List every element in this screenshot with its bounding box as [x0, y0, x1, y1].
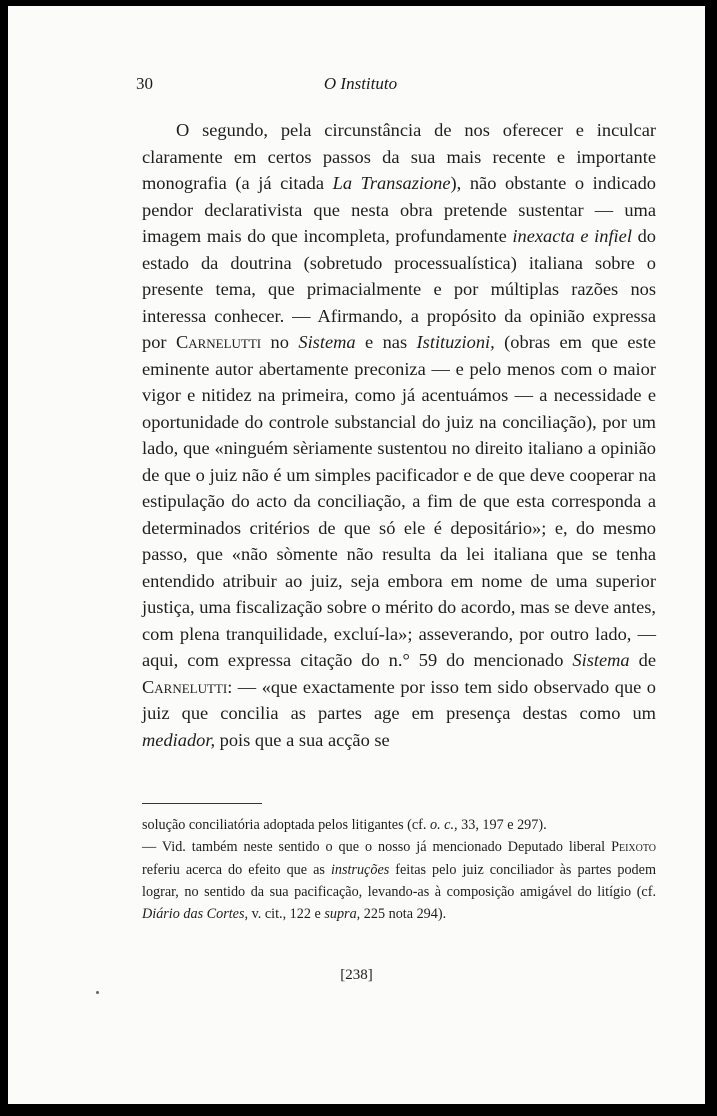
running-title: O Instituto — [323, 74, 398, 93]
text-run: : — «que exactamente por isso tem sido observado que o juiz que concilia as partes age em presença destas como um — [142, 676, 656, 723]
emphasis-inexacta: inexacta e infiel — [512, 226, 632, 246]
footnotes — [142, 814, 656, 925]
emphasis-mediador: mediador, — [142, 729, 216, 750]
page-header — [136, 74, 645, 98]
text-run: v. cit., 122 e — [248, 906, 325, 923]
text-run: e nas — [355, 332, 417, 352]
footnote-text — [142, 814, 656, 925]
citation-oc: o. c. — [429, 817, 455, 833]
citation-supra: supra, — [324, 906, 361, 923]
text-run: solução conciliatória adoptada pelos litigantes (cf. — [142, 817, 430, 833]
text-run: feitas pelo juiz conciliador às partes podem lograr, no sentido da sua pacificação, levando-as à composição amigável do litígio (cf. — [142, 861, 656, 900]
text-run: (obras em que este eminente autor abertamente preconiza — e pelo menos com o maior vigor e nitidez na primeira, como já acentuámos — a necessidade e oportunidade do controle substancial do juiz na conciliação), por um lado, que «ninguém sèriamente sustentou no direito italiano a opinião de que o juiz não é um simples pacificador e de que deve cooperar na estipulação do acto da conciliação, a fim de que esta corresponda a determinados critérios de que só ele é depositário»; e, do mesmo passo, que «não sòmente não resulta da lei italiana que se tenha entendido atribuir ao juiz, seja embora em nome de uma superior justiça, uma fiscalização sobre o mérito do acordo, mas se deve antes, com plena tranquilidade, excluí-la»; asseverando, por outro lado, — aqui, com expressa citação do n.° 59 do mencionado — [142, 332, 656, 670]
work-title-sistema: Sistema — [298, 332, 356, 352]
body-text — [142, 117, 656, 753]
scan-speck — [96, 991, 99, 994]
body-paragraph — [142, 117, 656, 753]
text-run: de — [629, 650, 656, 670]
text-run: pois que a sua acção se — [215, 729, 390, 750]
author-peixoto: Peixoto — [611, 839, 656, 856]
work-title-diario: Diário das Cortes, — [142, 906, 249, 923]
book-page — [8, 6, 705, 1104]
author-carnelutti: Carnelutti — [142, 676, 228, 697]
work-title-istituzioni: Istituzioni, — [416, 332, 495, 352]
emphasis-instrucoes: instruções — [330, 861, 390, 878]
work-title-sistema: Sistema — [572, 650, 630, 670]
footnote-divider — [142, 803, 262, 804]
page-number: 30 — [136, 74, 153, 93]
text-run: ), não obstante o indicado pendor declarativista que nesta obra pretende sustentar — uma imagem mais do que incompleta, profundamente — [142, 173, 656, 246]
text-run: , 33, 197 e 297). — [454, 817, 547, 833]
text-run: O segundo, pela circunstância de nos oferecer e inculcar claramente em certos passos da sua mais recente e importante monografia (a já citada — [142, 120, 656, 193]
author-carnelutti: Carnelutti — [175, 332, 262, 352]
archive-page-number: [238] — [340, 967, 373, 983]
text-run: 225 nota 294). — [360, 906, 447, 923]
work-title-transazione: La Transazione — [332, 173, 451, 193]
text-run: — Vid. também neste sentido o que o nosso já mencionado Deputado liberal — [142, 839, 612, 856]
text-run: referiu acerca do efeito que as — [142, 861, 331, 878]
text-run: no — [261, 332, 299, 352]
text-run: do estado da doutrina (sobretudo processualística) italiana sobre o presente tema, que primacialmente e por múltiplas razões nos interessa conhecer. — Afirmando, a propósito da opinião expressa por — [142, 226, 656, 352]
